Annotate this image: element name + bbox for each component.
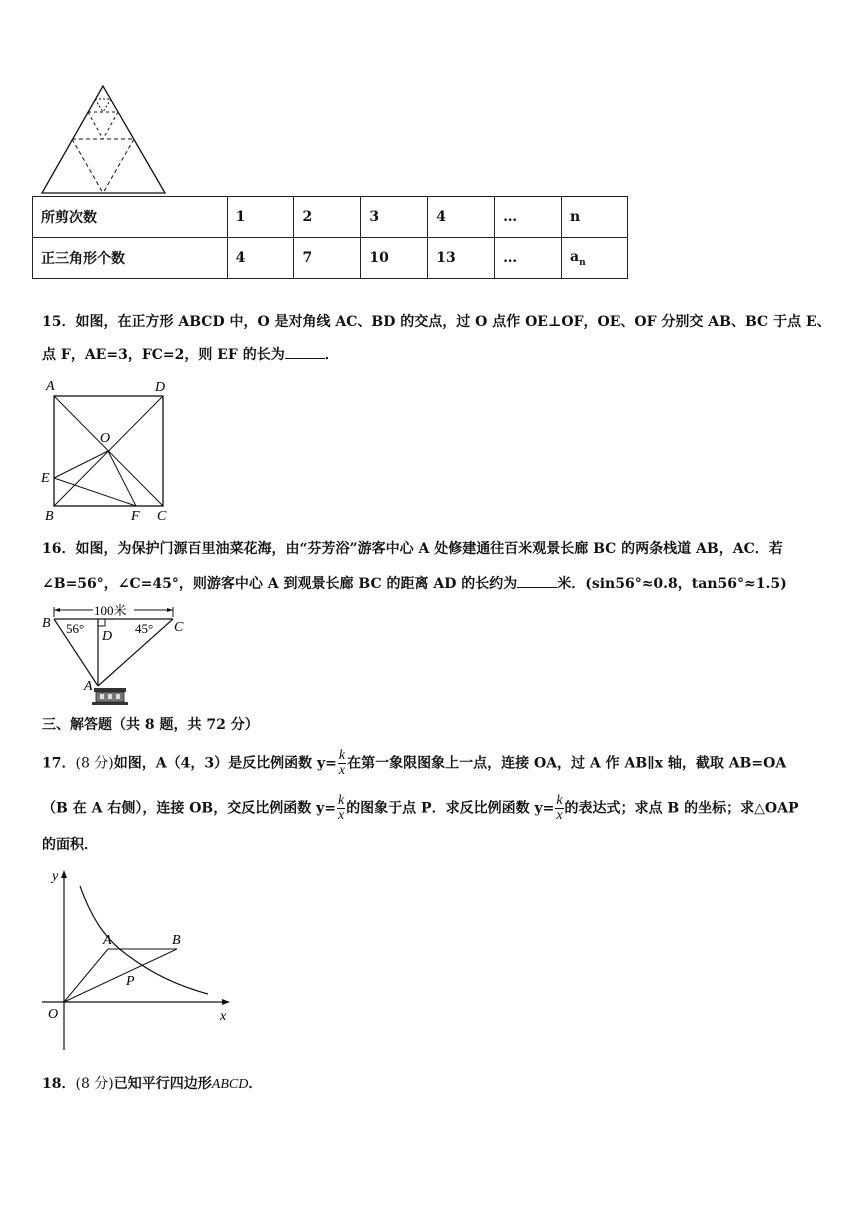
table-cell: 13 — [428, 238, 495, 279]
label-C: C — [174, 620, 184, 635]
square-figure — [38, 375, 178, 523]
label-length: 100米 — [94, 603, 127, 618]
question-17-line3: 的面积． — [42, 837, 98, 853]
question-16-line1: 16．如图，为保护门源百里油菜花海，由“芬芳浴”游客中心 A 处修建通往百米观景长廊 BC 的两条栈道 AB，AC．若 — [42, 541, 783, 557]
question-15-line2: 点 F，AE=3，FC=2，则 EF 的长为 ． — [42, 344, 339, 365]
label-O: O — [48, 1007, 59, 1022]
label-B: B — [45, 509, 54, 523]
visitor-center-icon — [92, 688, 128, 705]
question-17-line1: 17．(8 分)如图，A（4，3）是反比例函数 y= $\frac{k}{x}$ 在第一象限图象上一点，连接 OA，过 A 作 AB∥x 轴，截取 AB=OA — [42, 748, 787, 778]
question-18: 18．(8 分)已知平行四边形ABCD． — [42, 1076, 263, 1092]
label-A: A — [103, 933, 112, 948]
fraction-k-over-x: $\frac{k}{x}$ — [337, 793, 345, 823]
label-D: D — [102, 629, 113, 644]
table-cell: 1 — [227, 197, 294, 238]
table-cell: n — [562, 197, 628, 238]
table-row — [33, 238, 628, 279]
label-P: P — [126, 974, 135, 989]
label-B: B — [42, 616, 51, 631]
label-C: C — [157, 509, 167, 523]
label-F: F — [131, 509, 140, 523]
question-16-line2: ∠B=56°，∠C=45°，则游客中心 A 到观景长廊 BC 的距离 AD 的长约为 米．(sin56°≈0.8，tan56°≈1.5) — [42, 573, 787, 594]
label-A: A — [46, 379, 55, 394]
label-B: B — [172, 933, 181, 948]
table-cell: 4 — [227, 238, 294, 279]
question-17-line2: （B 在 A 右侧），连接 OB，交反比例函数 y= $\frac{k}{x}$ 的图象于点 P．求反比例函数 y= $\frac{k}{x}$ 的表达式；求点 B 的坐标；求△OAP — [42, 793, 799, 823]
table-cell: … — [495, 197, 562, 238]
table-row — [33, 197, 628, 238]
table-cell: 10 — [361, 238, 428, 279]
fraction-k-over-x: $\frac{k}{x}$ — [338, 748, 346, 778]
label-angle-C: 45° — [135, 621, 154, 636]
table-cell: 7 — [294, 238, 361, 279]
table-cell: $a_n$ — [562, 238, 628, 279]
table-cell-header: 正三角形个数 — [33, 238, 228, 279]
table-cell: 4 — [428, 197, 495, 238]
cut-count-table — [32, 196, 628, 279]
section-title: 三、解答题（共 8 题，共 72 分） — [42, 717, 259, 733]
question-15-line1: 15．如图，在正方形 ABCD 中，O 是对角线 AC、BD 的交点，过 O 点作 OE⊥OF，OE、OF 分别交 AB、BC 于点 E、 — [42, 314, 831, 330]
label-O: O — [100, 431, 111, 446]
table-cell: 3 — [361, 197, 428, 238]
answer-blank — [517, 573, 557, 588]
label-E: E — [41, 471, 50, 486]
triangle-cut-figure — [38, 82, 173, 197]
label-angle-B: 56° — [66, 621, 85, 636]
label-A: A — [84, 679, 93, 694]
answer-blank — [285, 344, 325, 359]
table-cell: 2 — [294, 197, 361, 238]
fraction-k-over-x: $\frac{k}{x}$ — [556, 793, 563, 823]
boardwalk-figure — [38, 598, 188, 710]
table-cell: … — [495, 238, 562, 279]
label-x: x — [220, 1009, 227, 1024]
label-y: y — [52, 869, 59, 884]
inverse-function-figure — [38, 862, 238, 1054]
label-D: D — [155, 380, 166, 395]
table-cell-header: 所剪次数 — [33, 197, 228, 238]
